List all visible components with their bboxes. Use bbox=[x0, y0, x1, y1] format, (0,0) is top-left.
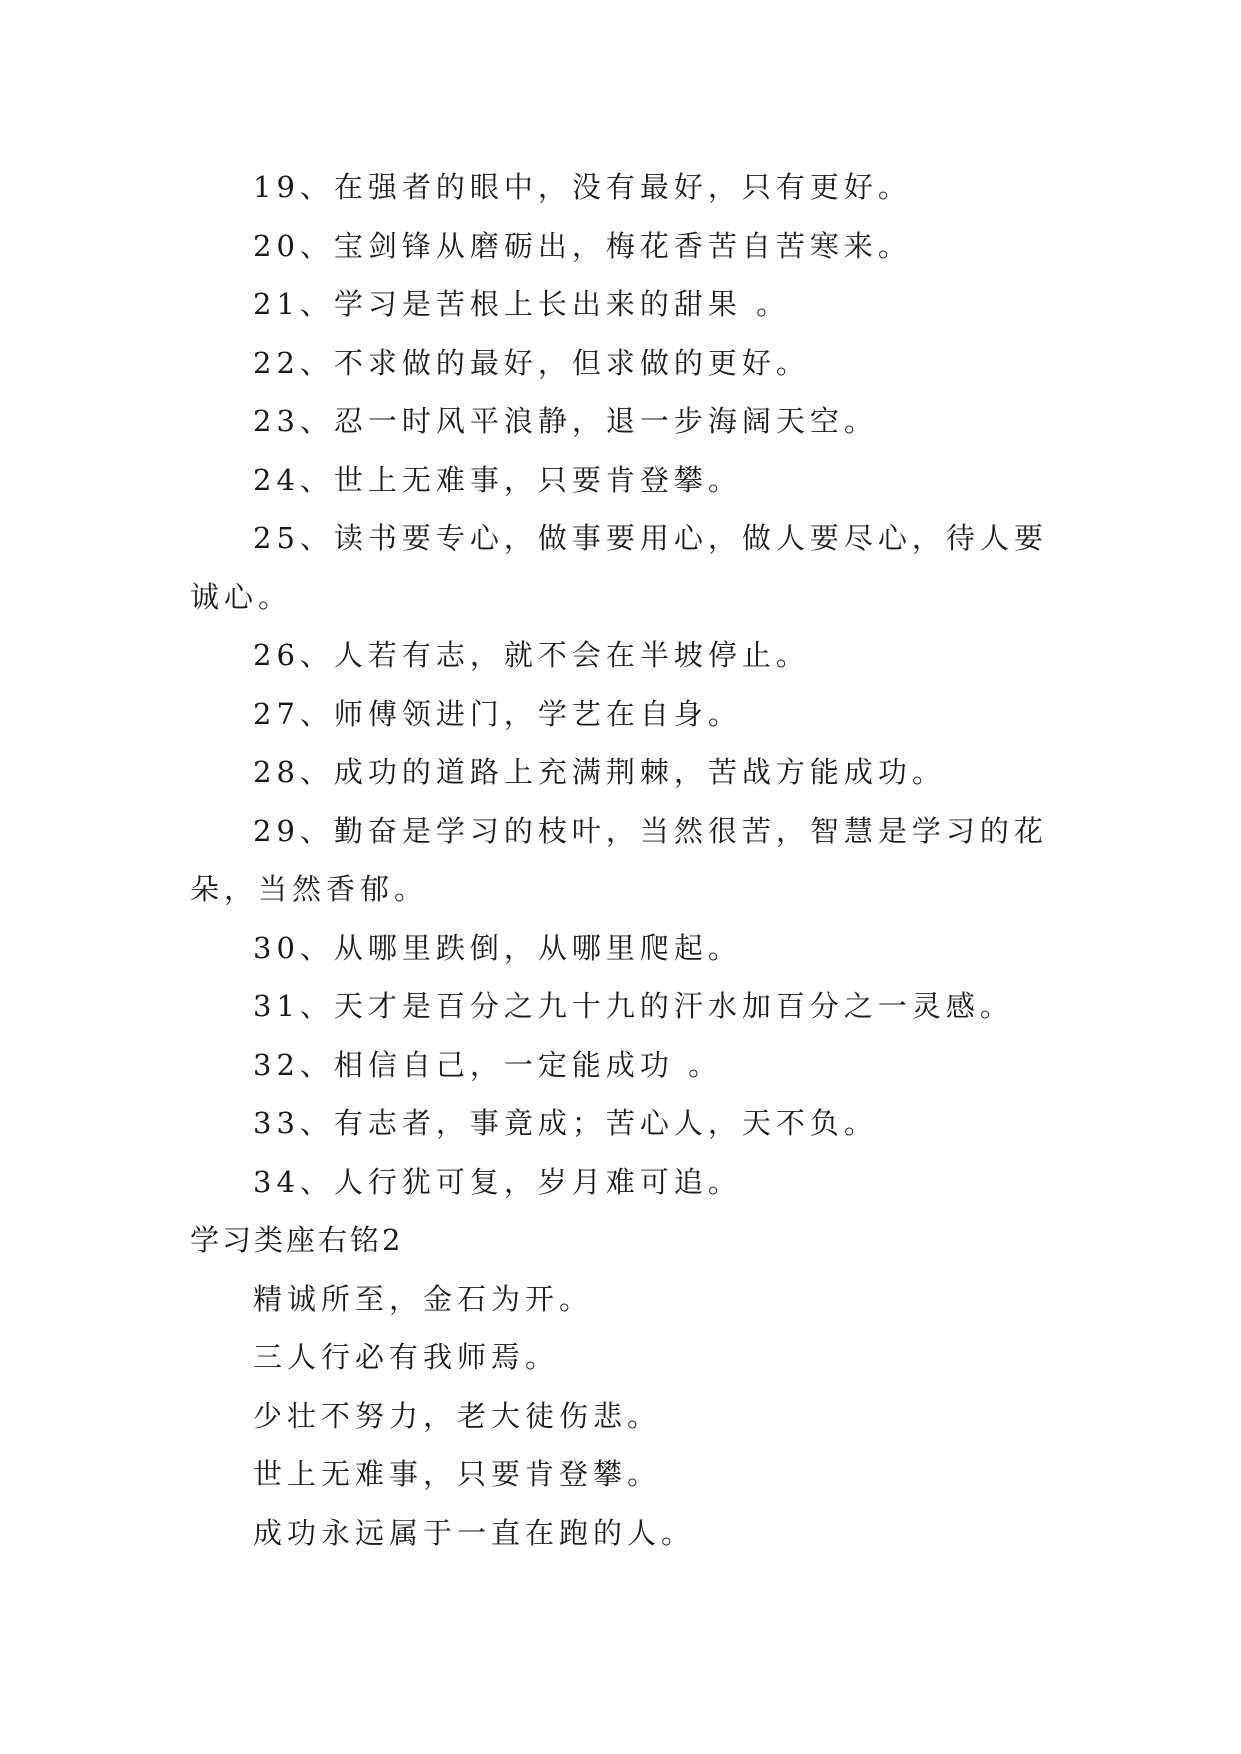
section-line: 少壮不努力，老大徒伤悲。 bbox=[253, 1398, 662, 1433]
section-heading: 学习类座右铭2 bbox=[190, 1223, 404, 1257]
document-body bbox=[190, 158, 1060, 1562]
quote-line: 26、人若有志，就不会在半坡停止。 bbox=[253, 638, 810, 672]
quote-line: 23、忍一时风平浪静，退一步海阔天空。 bbox=[253, 404, 878, 438]
section-line: 精诚所至，金石为开。 bbox=[253, 1281, 594, 1316]
quote-line: 19、在强者的眼中，没有最好，只有更好。 bbox=[253, 170, 912, 204]
section-line: 三人行必有我师焉。 bbox=[253, 1340, 560, 1374]
quote-line: 34、人行犹可复，岁月难可追。 bbox=[253, 1164, 742, 1199]
quote-line: 33、有志者，事竟成；苦心人，天不负。 bbox=[253, 1106, 878, 1140]
quote-line: 30、从哪里跌倒，从哪里爬起。 bbox=[253, 930, 742, 965]
quote-line: 27、师傅领进门，学艺在自身。 bbox=[253, 696, 742, 731]
quote-line: 24、世上无难事，只要肯登攀。 bbox=[253, 462, 742, 497]
quote-line: 25、读书要专心，做事要用心，做人要尽心，待人要诚心。 bbox=[190, 521, 1048, 614]
quote-line: 29、勤奋是学习的枝叶，当然很苦，智慧是学习的花朵，当然香郁。 bbox=[190, 813, 1048, 906]
quote-line: 31、天才是百分之九十九的汗水加百分之一灵感。 bbox=[253, 989, 1014, 1023]
quote-line: 20、宝剑锋从磨砺出，梅花香苦自苦寒来。 bbox=[253, 228, 912, 263]
quote-line: 32、相信自己，一定能成功 。 bbox=[253, 1047, 723, 1082]
section-line: 成功永远属于一直在跑的人。 bbox=[253, 1515, 696, 1550]
quote-line: 28、成功的道路上充满荆棘，苦战方能成功。 bbox=[253, 755, 946, 789]
section-line: 世上无难事，只要肯登攀。 bbox=[253, 1457, 662, 1491]
quote-line: 21、学习是苦根上长出来的甜果 。 bbox=[253, 287, 791, 321]
quote-line: 22、不求做的最好，但求做的更好。 bbox=[253, 345, 810, 380]
